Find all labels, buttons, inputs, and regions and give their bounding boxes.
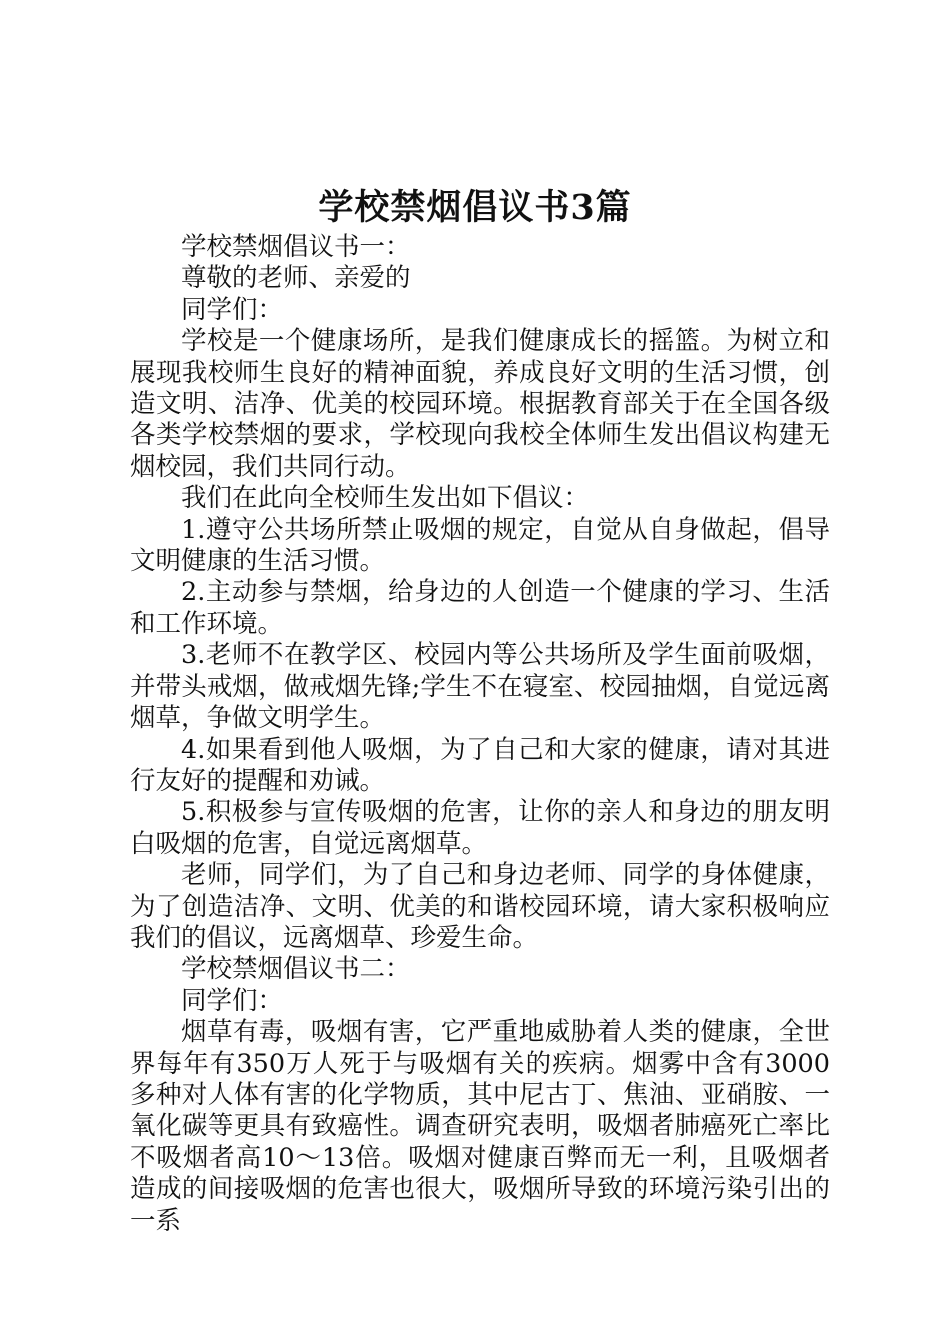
body-paragraph: 我们在此向全校师生发出如下倡议： [181, 483, 590, 514]
list-item: 4.如果看到他人吸烟，为了自己和大家的健康，请对其进行友好的提醒和劝诫。 [130, 734, 830, 796]
salutation-line-1: 尊敬的老师、亲爱的 [181, 263, 411, 294]
document-title: 学校禁烟倡议书3篇 [318, 187, 632, 228]
body-paragraph: 老师，同学们，为了自己和身边老师、同学的身体健康，为了创造洁净、文明、优美的和谐校园环境，请大家积极响应我们的倡议，远离烟草、珍爱生命。 [130, 860, 830, 953]
salutation-line-3: 同学们： [181, 985, 284, 1016]
section-heading-2: 学校禁烟倡议书二： [181, 954, 411, 985]
list-item: 1.遵守公共场所禁止吸烟的规定，自觉从自身做起，倡导文明健康的生活习惯。 [130, 514, 830, 577]
list-item: 2.主动参与禁烟，给身边的人创造一个健康的学习、生活和工作环境。 [130, 577, 830, 639]
document-body [130, 232, 830, 1237]
salutation-line-2: 同学们： [181, 294, 284, 325]
list-item: 3.老师不在教学区、校园内等公共场所及学生面前吸烟，并带头戒烟，做戒烟先锋;学生不在寝室、校园抽烟，自觉远离烟草，争做文明学生。 [130, 640, 830, 734]
body-paragraph: 学校是一个健康场所，是我们健康成长的摇篮。为树立和展现我校师生良好的精神面貌，养成良好文明的生活习惯，创造文明、洁净、优美的校园环境。根据教育部关于在全国各级各类学校禁烟的要求，学校现向我校全体师生发出倡议构建无烟校园，我们共同行动。 [130, 326, 830, 482]
list-item: 5.积极参与宣传吸烟的危害，让你的亲人和身边的朋友明白吸烟的危害，自觉远离烟草。 [130, 797, 830, 859]
salutation-heading-1: 学校禁烟倡议书一： [181, 232, 411, 262]
body-paragraph: 烟草有毒，吸烟有害，它严重地威胁着人类的健康，全世界每年有350万人死于与吸烟有关的疾病。烟雾中含有3000多种对人体有害的化学物质，其中尼古丁、焦油、亚硝胺、一氧化碳等更具有致癌性。调查研究表明，吸烟者肺癌死亡率比不吸烟者高10～13倍。吸烟对健康百弊而无一利，且吸烟者造成的间接吸烟的危害也很大，吸烟所导致的环境污染引出的一系 [130, 1017, 830, 1236]
